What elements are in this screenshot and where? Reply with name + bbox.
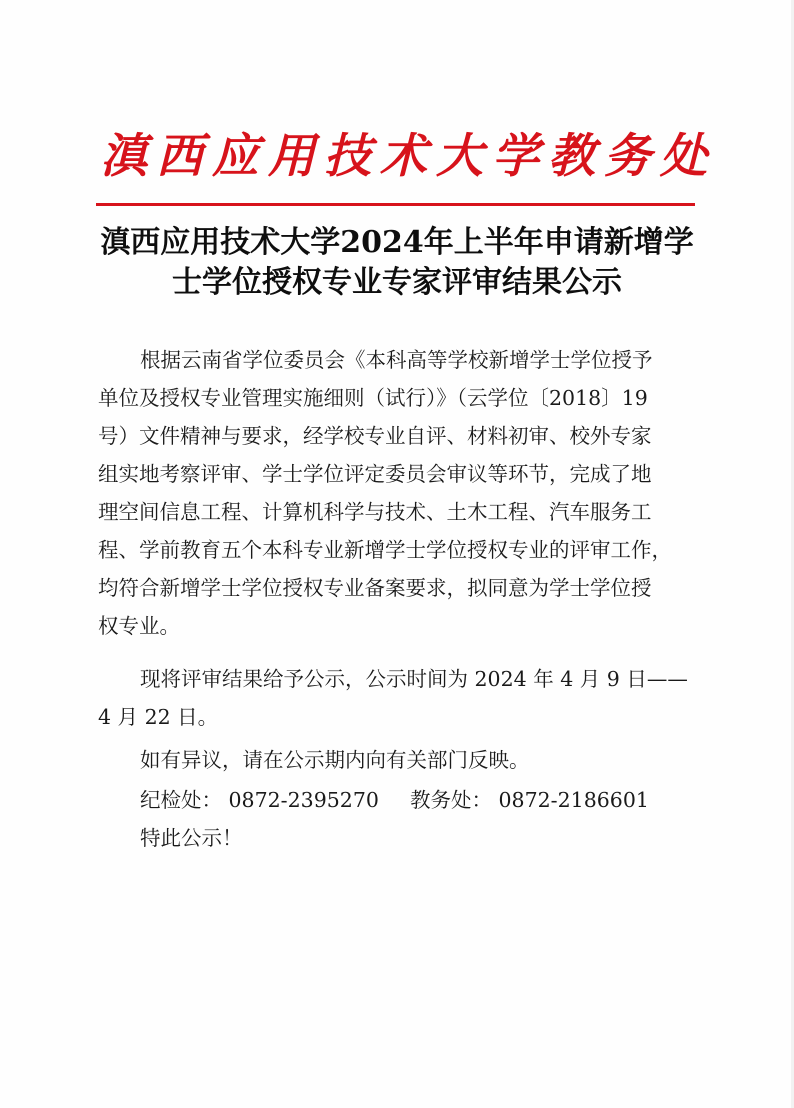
closing-statement: 特此公示！ [140, 826, 243, 850]
body-line: 现将评审结果给予公示，公示时间为 2024 年 4 月 9 日—— [140, 667, 688, 691]
body-line: 根据云南省学位委员会《本科高等学校新增学士学位授予 [140, 348, 653, 372]
body-line: 号）文件精神与要求，经学校专业自评、材料初审、校外专家 [98, 424, 652, 448]
body-line: 单位及授权专业管理实施细则（试行）》（云学位〔2018〕19 [98, 386, 648, 410]
body-line: 理空间信息工程、计算机科学与技术、土木工程、汽车服务工 [98, 500, 652, 524]
body-line: 程、学前教育五个本科专业新增学士学位授权专业的评审工作， [98, 538, 672, 562]
body-line: 均符合新增学士学位授权专业备案要求，拟同意为学士学位授 [98, 576, 652, 600]
contact-academic-affairs-office: 教务处： 0872-2186601 [410, 788, 649, 812]
body-line: 组实地考察评审、学士学位评定委员会审议等环节，完成了地 [98, 462, 652, 486]
body-line: 4 月 22 日。 [98, 705, 219, 729]
letterhead-title: 滇西应用技术大学教务处 [100, 129, 716, 184]
contact-discipline-office: 纪检处： 0872-2395270 [140, 788, 379, 812]
notice-title-line-1: 滇西应用技术大学2024年上半年申请新增学 [100, 225, 694, 260]
objection-notice: 如有异议，请在公示期内向有关部门反映。 [140, 748, 530, 772]
body-line: 权专业。 [98, 614, 180, 638]
letterhead-red-rule [96, 203, 695, 206]
notice-title-line-2: 士学位授权专业专家评审结果公示 [172, 265, 622, 300]
